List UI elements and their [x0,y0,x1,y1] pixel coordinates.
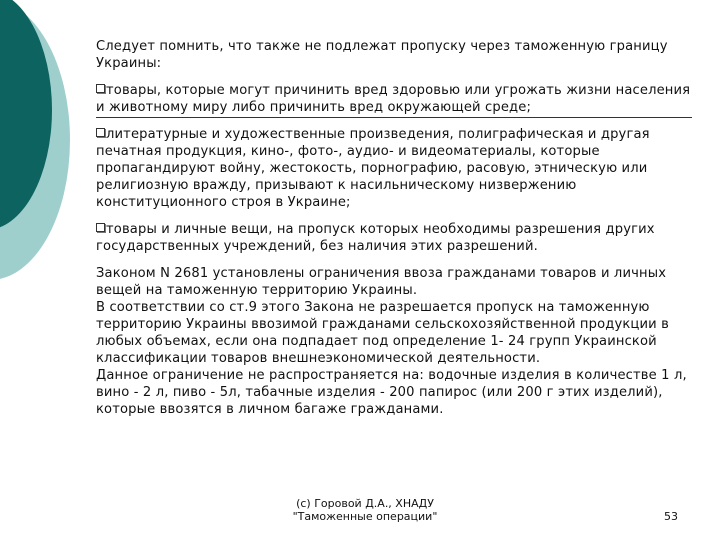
bullet-text: товары и личные вещи, на пропуск которых необходимы разрешения других государственных учреждений, без наличия этих разрешений. [96,222,655,254]
checkbox-bullet-icon [96,223,105,232]
slide-content [96,38,692,418]
law-paragraph [96,265,692,418]
intro-text: Следует помнить, что также не подлежат пропуску через таможенную границу Украины: [96,39,668,71]
page-number: 53 [664,510,678,523]
law-sentence: Законом N 2681 установлены ограничения ввоза гражданами товаров и личных вещей на таможенную территорию Украины. [96,266,667,298]
footer-author: (c) Горовой Д.А., ХНАДУ [296,497,434,510]
bullet-item [96,82,692,118]
bullet-item [96,221,692,255]
law-sentence: Данное ограничение не распространяется на: водочные изделия в количестве 1 л, вино - 2 л, пиво - 5л, табачные изделия - 200 папирос (или 200 г этих изделий), которые ввозятся в личном багаже гражданами. [96,368,687,417]
bullet-text: товары, которые могут причинить вред здоровью или угрожать жизни населения и животному миру либо причинить вред окружающей среде; [96,83,691,115]
checkbox-bullet-icon [96,84,105,93]
law-sentence: В соответствии со ст.9 этого Закона не разрешается пропуск на таможенную территорию Украины ввозимой гражданами сельскохозяйственной продукции в любых объемах, если она подпадает под определение 1- 24 групп Украинской классификации товаров внешнеэкономической деятельности. [96,300,669,366]
bullet-text: литературные и художественные произведения, полиграфическая и другая печатная продукция, кино-, фото-, аудио- и видеоматериалы, которые пропагандируют войну, жестокость, порнографию, расовую, этническую или религиозную вражду, призывают к насильническому низвержению конституционного строя в Украине; [96,127,650,210]
bullet-item [96,126,692,211]
footer-credit [280,497,450,523]
checkbox-bullet-icon [96,128,105,137]
footer-course: "Таможенные операции" [292,510,438,523]
